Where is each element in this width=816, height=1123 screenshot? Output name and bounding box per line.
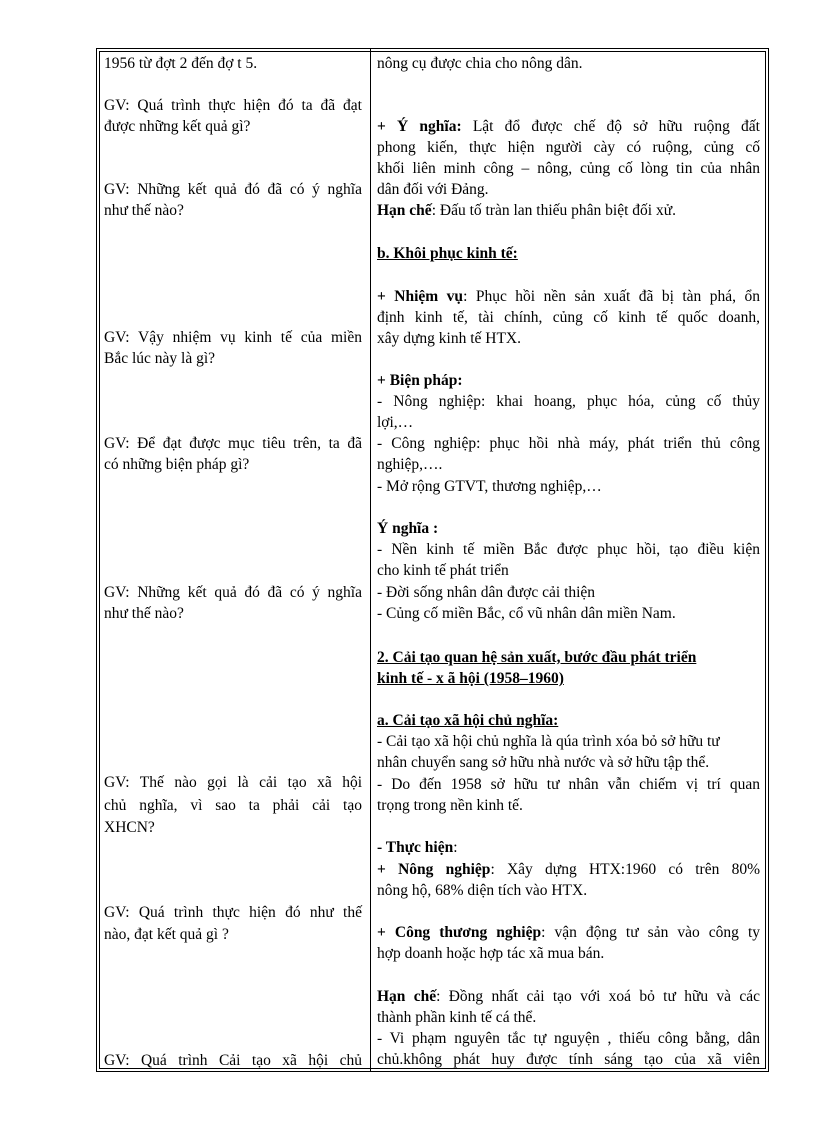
significance-label: + Ý nghĩa: bbox=[377, 118, 462, 135]
section-2-heading bbox=[377, 648, 760, 668]
limitation-label: Hạn chế bbox=[377, 202, 432, 219]
teacher-question-5: GV: Những kết quả đó đã có ý nghĩa bbox=[104, 584, 362, 601]
teacher-question-1: GV: Quá trình thực hiện đó ta đã đạt bbox=[104, 97, 362, 114]
limitation-2-line bbox=[377, 987, 760, 1007]
limitation-2-text: : Đồng nhất cải tạo với xoá bỏ tư hữu và các bbox=[436, 988, 760, 1005]
significance-2-text-1: - Nền kinh tế miền Bắc được phục hồi, tạo điều kiện bbox=[377, 541, 760, 558]
agriculture-line bbox=[377, 860, 760, 880]
agriculture-label: + Nông nghiệp bbox=[377, 861, 491, 878]
section-b-title: b. Khôi phục kinh tế: bbox=[377, 245, 518, 262]
teacher-question-3-cont: Bắc lúc này là gì? bbox=[104, 350, 216, 367]
left-text-line: 1956 từ đợt 2 đến đợ t 5. bbox=[104, 55, 258, 72]
significance-text-4: dân đối với Đảng. bbox=[377, 181, 489, 198]
task-text-3: xây dựng kinh tế HTX. bbox=[377, 330, 522, 347]
teacher-question-6-cont2: XHCN? bbox=[104, 819, 155, 836]
teacher-question-2: GV: Những kết quả đó đã có ý nghĩa bbox=[104, 181, 362, 198]
limitation-2-text-2: thành phần kinh tế cá thể. bbox=[377, 1009, 537, 1026]
measures-agriculture-cont: lợi,… bbox=[377, 414, 414, 431]
limitation-2-text-4: chủ.không phát huy được tính sáng tạo của xã viên bbox=[377, 1051, 760, 1068]
significance-line bbox=[377, 117, 760, 137]
teacher-question-6-cont: chủ nghĩa, vì sao ta phải cải tạo bbox=[104, 797, 362, 814]
section-a-text-1: - Cải tạo xã hội chủ nghĩa là qúa trình xóa bỏ sở hữu tư bbox=[377, 733, 720, 750]
significance-text-3: khối liên minh công – nông, củng cố lòng tin của nhân bbox=[377, 160, 760, 177]
teacher-question-4-cont: có những biện pháp gì? bbox=[104, 456, 250, 473]
agriculture-text-2: nông hộ, 68% diện tích vào HTX. bbox=[377, 882, 588, 899]
right-text-line: nông cụ được chia cho nông dân. bbox=[377, 55, 583, 72]
significance-text: Lật đổ được chế độ sở hữu ruộng đất bbox=[472, 118, 760, 135]
commerce-label: + Công thương nghiệp bbox=[377, 924, 542, 941]
task-label: + Nhiệm vụ bbox=[377, 288, 464, 305]
teacher-question-6: GV: Thế nào gọi là cải tạo xã hội bbox=[104, 774, 362, 791]
implementation-label: - Thực hiện bbox=[377, 839, 454, 856]
significance-2-label: Ý nghĩa : bbox=[377, 520, 439, 537]
commerce-text-2: hợp doanh hoặc hợp tác xã mua bán. bbox=[377, 945, 605, 962]
measures-industry: - Công nghiệp: phục hồi nhà máy, phát triển thủ công bbox=[377, 435, 760, 452]
teacher-question-1-cont: được những kết quả gì? bbox=[104, 118, 251, 135]
task-text: : Phục hồi nền sản xuất đã bị tàn phá, ổn bbox=[463, 288, 760, 305]
significance-2-text-4: - Củng cố miền Bắc, cổ vũ nhân dân miền Nam. bbox=[377, 605, 676, 622]
measures-industry-cont: nghiệp,…. bbox=[377, 456, 443, 473]
implementation-heading bbox=[377, 838, 760, 858]
teacher-question-5-cont: như thế nào? bbox=[104, 605, 184, 622]
section-b-heading bbox=[377, 244, 760, 264]
section-a-title: a. Cải tạo xã hội chủ nghĩa: bbox=[377, 712, 559, 729]
measures-label: + Biện pháp: bbox=[377, 372, 463, 389]
teacher-question-3: GV: Vậy nhiệm vụ kinh tế của miền bbox=[104, 329, 362, 346]
section-2-title: 2. Cải tạo quan hệ sản xuất, bước đầu phát triển bbox=[377, 649, 697, 666]
significance-2-text-3: - Đời sống nhân dân được cải thiện bbox=[377, 584, 596, 601]
teacher-question-4: GV: Để đạt được mục tiêu trên, ta đã bbox=[104, 435, 362, 452]
task-text-2: định kinh tế, tài chính, củng cố kinh tế quốc doanh, bbox=[377, 309, 760, 326]
column-divider bbox=[370, 49, 371, 1071]
limitation-text: : Đấu tố tràn lan thiếu phân biệt đối xử. bbox=[431, 202, 676, 219]
section-a-text-4: trọng trong nền kinh tế. bbox=[377, 797, 523, 814]
limitation-2-label: Hạn chế bbox=[377, 988, 437, 1005]
section-2-heading-cont bbox=[377, 669, 760, 689]
measures-transport: - Mở rộng GTVT, thương nghiệp,… bbox=[377, 478, 602, 495]
implementation-colon: : bbox=[453, 839, 458, 856]
significance-text-2: phong kiến, thực hiện người cày có ruộng, củng cố bbox=[377, 139, 760, 156]
measures-heading bbox=[377, 371, 760, 391]
teacher-question-7-cont: nào, đạt kết quả gì ? bbox=[104, 926, 229, 943]
commerce-line bbox=[377, 923, 760, 943]
agriculture-text: : Xây dựng HTX:1960 có trên 80% bbox=[490, 861, 760, 878]
significance-2-heading bbox=[377, 519, 760, 539]
limitation-2-text-3: - Vi phạm nguyên tắc tự nguyện , thiếu công bằng, dân bbox=[377, 1030, 760, 1047]
task-line bbox=[377, 287, 760, 307]
teacher-question-8: GV: Quá trình Cải tạo xã hội chủ bbox=[104, 1052, 362, 1069]
limitation-line bbox=[377, 201, 760, 221]
teacher-question-2-cont: như thế nào? bbox=[104, 202, 184, 219]
commerce-text: : vận động tư sản vào công ty bbox=[541, 924, 761, 941]
section-a-text-3: - Do đến 1958 sở hữu tư nhân vẫn chiếm vị trí quan bbox=[377, 776, 760, 793]
significance-2-text-2: cho kinh tế phát triển bbox=[377, 562, 509, 579]
measures-agriculture: - Nông nghiệp: khai hoang, phục hóa, củng cố thủy bbox=[377, 393, 760, 410]
section-a-text-2: nhân chuyển sang sở hữu nhà nước và sở hữu tập thể. bbox=[377, 754, 710, 771]
section-2-title-cont: kinh tế - x ã hội (1958–1960) bbox=[377, 670, 564, 687]
section-a-heading bbox=[377, 711, 760, 731]
teacher-question-7: GV: Quá trình thực hiện đó như thế bbox=[104, 904, 362, 921]
